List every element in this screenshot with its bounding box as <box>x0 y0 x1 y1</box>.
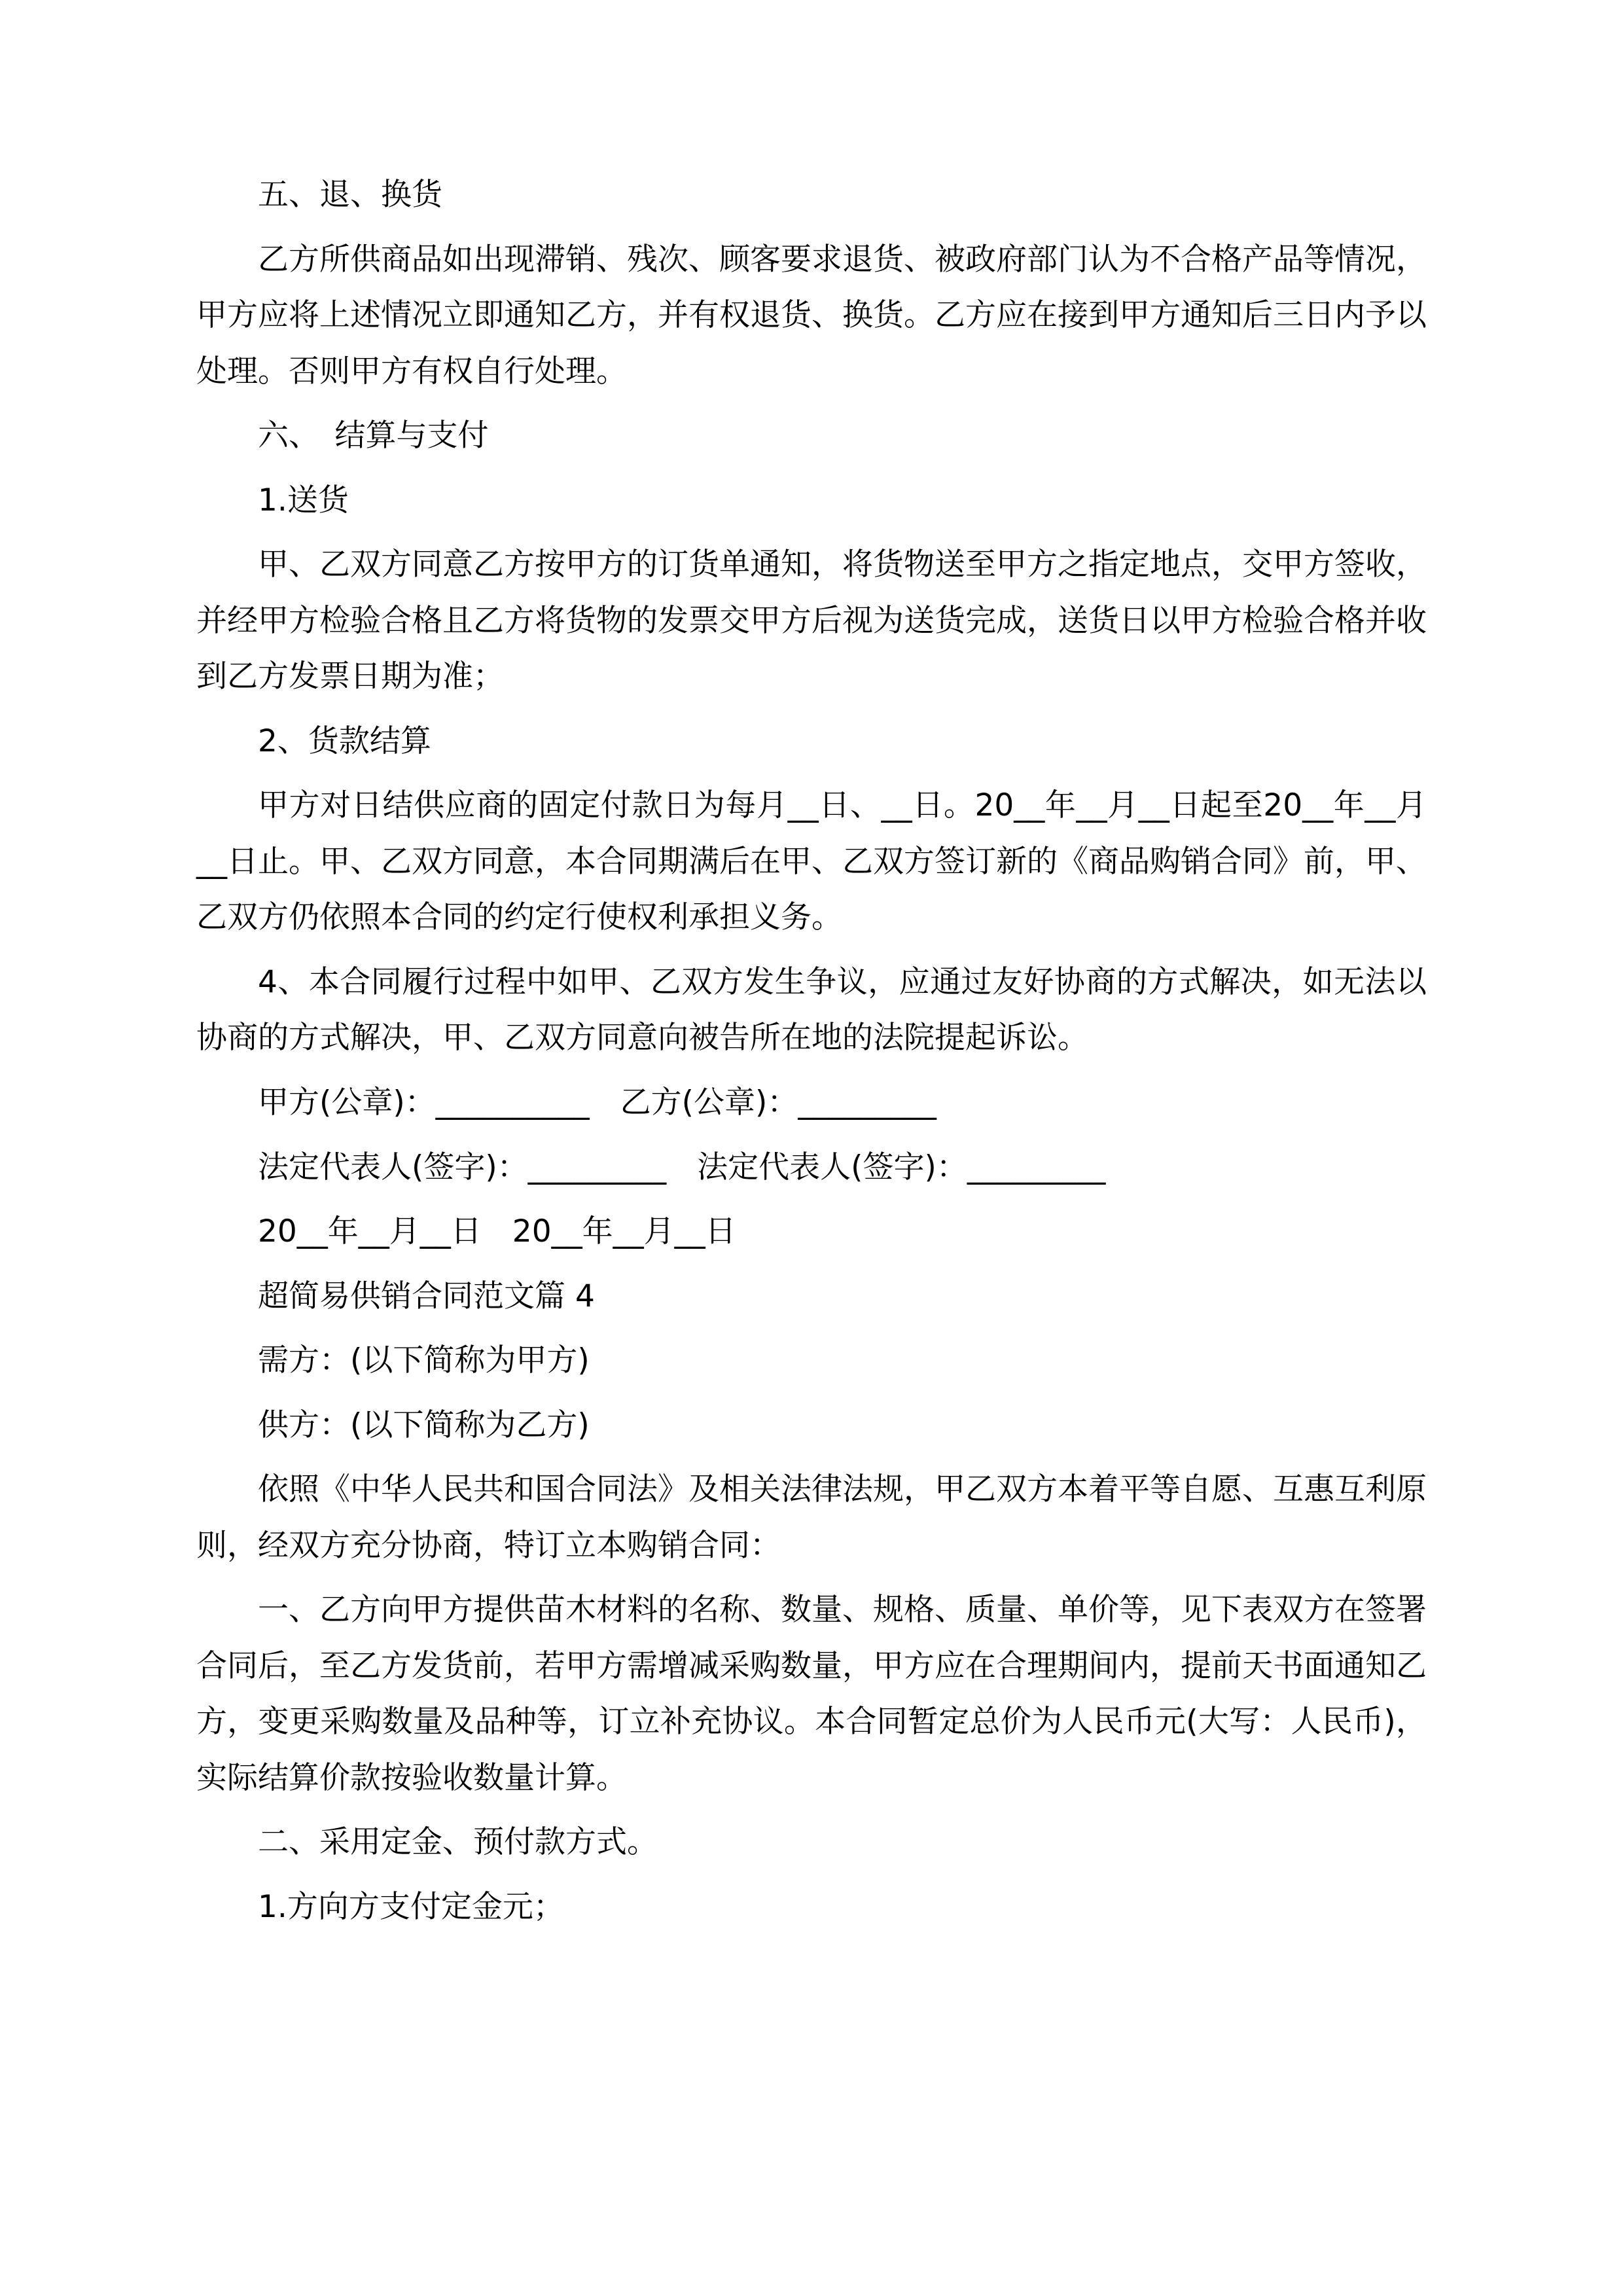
paragraph-preamble: 依照《中华人民共和国合同法》及相关法律法规，甲乙双方本着平等自愿、互惠互利原则，经双方充分协商，特订立本购销合同： <box>196 1471 1427 1564</box>
document-body <box>196 167 1427 1935</box>
paragraph-section5-heading: 五、退、换货 <box>258 177 442 213</box>
paragraph-delivery-heading: 1.送货 <box>258 482 349 518</box>
party-supplier: 供方：(以下简称为乙方) <box>258 1407 590 1443</box>
paragraph-dispute-body: 4、本合同履行过程中如甲、乙双方发生争议，应通过友好协商的方式解决，如无法以协商的方式解决，甲、乙双方同意向被告所在地的法院提起诉讼。 <box>196 963 1427 1056</box>
paragraph-delivery-body: 甲、乙双方同意乙方按甲方的订货单通知，将货物送至甲方之指定地点，交甲方签收，并经甲方检验合格且乙方将货物的发票交甲方后视为送货完成，送货日以甲方检验合格并收到乙方发票日期为准； <box>196 547 1427 695</box>
paragraph-settlement-body: 甲方对日结供应商的固定付款日为每月__日、__日。20__年__月__日起至20__年__月__日止。甲、乙双方同意，本合同期满后在甲、乙双方签订新的《商品购销合同》前，甲、乙双方仍依照本合同的约定行使权利承担义务。 <box>196 787 1427 936</box>
signature-line-dates: 20__年__月__日 20__年__月__日 <box>258 1213 736 1250</box>
paragraph-settlement-heading: 2、货款结算 <box>258 723 431 759</box>
paragraph-clause-1: 一、乙方向甲方提供苗木材料的名称、数量、规格、质量、单价等，见下表双方在签署合同后，至乙方发货前，若甲方需增减采购数量，甲方应在合理期间内，提前天书面通知乙方，变更采购数量及品种等，订立补充协议。本合同暂定总价为人民币元(大写：人民币)，实际结算价款按验收数量计算。 <box>196 1592 1427 1796</box>
paragraph-clause-2-1: 1.方向方支付定金元； <box>258 1888 564 1925</box>
signature-line-representatives: 法定代表人(签字)：_________ 法定代表人(签字)：_________ <box>258 1149 1106 1185</box>
paragraph-section5-body: 乙方所供商品如出现滞销、残次、顾客要求退货、被政府部门认为不合格产品等情况，甲方应将上述情况立即通知乙方，并有权退货、换货。乙方应在接到甲方通知后三日内予以处理。否则甲方有权自行处理。 <box>196 241 1427 389</box>
party-demander: 需方：(以下简称为甲方) <box>258 1342 590 1379</box>
signature-line-seals: 甲方(公章)：__________ 乙方(公章)：_________ <box>258 1084 936 1121</box>
paragraph-section6-heading: 六、 结算与支付 <box>258 418 489 454</box>
sample-4-title: 超简易供销合同范文篇 4 <box>258 1278 595 1314</box>
paragraph-clause-2: 二、采用定金、预付款方式。 <box>258 1824 658 1861</box>
